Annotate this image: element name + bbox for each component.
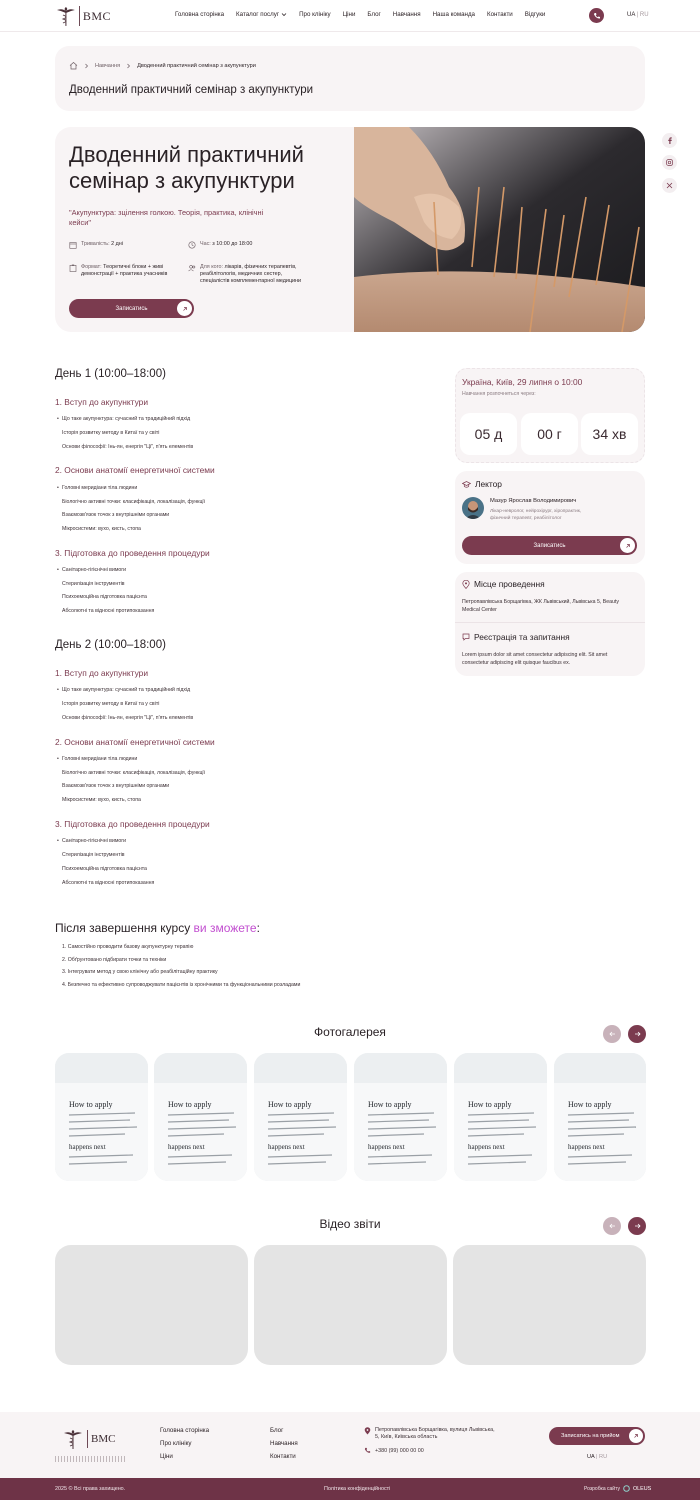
- gallery-photo[interactable]: [55, 1053, 148, 1181]
- list-item: Мікросистеми: вухо, кисть, стопа: [62, 797, 141, 803]
- footer-address: [364, 1427, 495, 1441]
- arrow-up-right-icon: [177, 301, 192, 316]
- nav-prices[interactable]: Ціни: [342, 11, 356, 18]
- videos-title: Відео звіти: [319, 1217, 381, 1231]
- list-item: 4. Безпечно та ефективно супроводжувати пацієнтів із хронічними та функціональними розладами: [62, 982, 301, 988]
- lecturer-title: Лектор: [475, 479, 502, 489]
- lecturer-enroll-button[interactable]: [462, 536, 637, 555]
- nav-catalog-label: Каталог послуг: [236, 11, 280, 18]
- list-item: 3. Інтегрувати метод у свою клінічну або реабілітаційну практику: [62, 969, 218, 975]
- footer-logo[interactable]: [62, 1428, 115, 1450]
- list-item: 2. Обґрунтовано підбирати точки та техніки: [62, 957, 167, 963]
- list-item: Стерилізація інструментів: [62, 852, 125, 858]
- nav-reviews[interactable]: Відгуки: [524, 11, 546, 18]
- registration-text: Lorem ipsum dolor sit amet consectetur adipiscing elit. Sit amet consectetur adipiscing elit quisque faucibus ex.: [462, 652, 608, 666]
- photo-text: How to apply: [468, 1100, 512, 1109]
- meta-duration: [69, 241, 179, 249]
- venue-title: Місце проведення: [474, 579, 545, 589]
- gallery-prev-button[interactable]: [603, 1025, 621, 1043]
- outcomes-title-end: :: [256, 921, 260, 935]
- day1-section2-title: 2. Основи анатомії енергетичної системи: [55, 465, 215, 475]
- developer-brand: OLEUS: [632, 1485, 652, 1492]
- photo-text: How to apply: [268, 1100, 312, 1109]
- photo-text: happens next: [168, 1143, 205, 1151]
- format-value: Теоретичні блоки + живі демонстрації + практика учасників: [81, 264, 168, 277]
- photo-text: happens next: [268, 1143, 305, 1151]
- instagram-icon: [666, 159, 673, 166]
- footer-link-blog[interactable]: Блог: [270, 1427, 284, 1434]
- footer-link-about[interactable]: Про клініку: [160, 1440, 192, 1447]
- meta-format: [69, 264, 181, 278]
- language-switcher[interactable]: [627, 12, 649, 18]
- list-item: Основи філософії: Інь-ян, енергія "Ці", п'ять елементів: [62, 715, 194, 721]
- meta-time: [188, 241, 308, 249]
- lang-ru[interactable]: RU: [599, 1454, 608, 1460]
- developer-label: Розробка сайту: [584, 1485, 620, 1492]
- hero-quote: "Акупунктура: зцілення голкою. Теорія, практика, клінічні кейси": [69, 208, 264, 227]
- oleus-logo-icon: [623, 1485, 630, 1492]
- caduceus-icon: [62, 1428, 84, 1450]
- page-title: Дводенний практичний семінар з акупунктури: [69, 84, 314, 96]
- hero-enroll-button[interactable]: [69, 299, 194, 318]
- nav-education[interactable]: Навчання: [392, 11, 421, 18]
- day2-section3-title: 3. Підготовка до проведення процедури: [55, 819, 210, 829]
- developer-credit[interactable]: [584, 1485, 651, 1492]
- audience-value: лікарів, фізичних терапевтів, реабілітологів, медичних сестер, спеціалістів комплементарної медицини: [200, 264, 302, 284]
- day1-section1-title: 1. Вступ до акупунктури: [55, 397, 149, 407]
- photo-text: happens next: [568, 1143, 605, 1151]
- videos-next-button[interactable]: [628, 1217, 646, 1235]
- arrow-right-icon: [634, 1223, 641, 1229]
- arrow-left-icon: [609, 1031, 616, 1037]
- logo-text: BMC: [82, 8, 111, 23]
- footer-link-contacts[interactable]: Контакти: [270, 1453, 296, 1460]
- x-icon: [666, 182, 673, 189]
- copyright: 2025 © Всі права захищено.: [55, 1486, 126, 1492]
- footer-address-text: Петропавлівська Борщагівка, вулиця Львівська, 5, Київ, Київська область: [375, 1427, 495, 1440]
- nav-about[interactable]: Про клініку: [299, 11, 331, 18]
- gallery-next-button[interactable]: [628, 1025, 646, 1043]
- hero-image: [354, 127, 645, 332]
- breadcrumb-card: [55, 46, 645, 111]
- countdown-label: Навчання розпочнеться через:: [462, 391, 536, 397]
- footer-phone[interactable]: [364, 1447, 424, 1454]
- home-icon[interactable]: [69, 61, 78, 70]
- facebook-button[interactable]: [662, 133, 677, 148]
- lang-sep: |: [594, 1454, 600, 1460]
- caduceus-icon: [55, 5, 77, 27]
- footer-appointment-label: Записатись на прийом: [561, 1433, 620, 1439]
- audience-label: Для кого:: [200, 264, 223, 270]
- lang-sep: |: [635, 12, 640, 18]
- clipboard-icon: [69, 264, 77, 272]
- outcomes-title-accent: ви зможете: [193, 921, 257, 935]
- acupuncture-photo: [354, 127, 645, 332]
- footer-phone-text: +380 (99) 000 00 00: [375, 1447, 424, 1454]
- countdown-days: 05 д: [460, 413, 517, 455]
- breadcrumb: [69, 61, 256, 70]
- photo-text: How to apply: [69, 1100, 113, 1109]
- main-nav: [175, 11, 545, 18]
- list-item: • Що таке акупунктура: сучасний та традиційний підхід: [62, 687, 190, 693]
- video-card[interactable]: [254, 1245, 447, 1365]
- message-icon: [462, 633, 470, 641]
- countdown-minutes: 34 хв: [581, 413, 638, 455]
- time-value: з 10:00 до 18:00: [212, 241, 253, 247]
- day1-section3-title: 3. Підготовка до проведення процедури: [55, 548, 210, 558]
- arrow-right-icon: [634, 1031, 641, 1037]
- footer-language-switcher[interactable]: [587, 1454, 607, 1460]
- calendar-icon: [69, 241, 77, 249]
- users-icon: [188, 264, 196, 272]
- list-item: • Головні меридіани тіла людини: [62, 756, 137, 762]
- photo-text: happens next: [468, 1143, 505, 1151]
- divider: [455, 622, 645, 623]
- videos-prev-button[interactable]: [603, 1217, 621, 1235]
- list-item: Взаємозв'язок точок з внутрішніми органами: [62, 783, 170, 789]
- logo-tagline: [55, 1456, 125, 1462]
- list-item: Біологічно активні точки: класифікація, локалізація, функції: [62, 499, 206, 505]
- hero-enroll-label: Записатись: [115, 305, 148, 312]
- chevron-down-icon: [281, 12, 287, 17]
- footer-appointment-button[interactable]: [549, 1427, 645, 1445]
- gallery-photo[interactable]: [254, 1053, 347, 1181]
- list-item: Стерилізація інструментів: [62, 581, 125, 587]
- list-item: • Санітарно-гігієнічні вимоги: [62, 567, 126, 573]
- breadcrumb-education[interactable]: Навчання: [95, 62, 121, 69]
- arrow-up-right-icon: [629, 1429, 643, 1443]
- outcomes-title: [55, 921, 260, 935]
- duration-label: Тривалість:: [81, 241, 110, 247]
- photo-text: happens next: [368, 1143, 405, 1151]
- venue-header: [462, 579, 545, 589]
- x-twitter-button[interactable]: [662, 178, 677, 193]
- phone-icon: [593, 12, 601, 20]
- registration-header: [462, 632, 570, 642]
- logo-divider: [87, 1430, 88, 1448]
- gallery-title: Фотогалерея: [314, 1025, 386, 1039]
- photo-text: How to apply: [568, 1100, 612, 1109]
- lang-ua[interactable]: UA: [627, 12, 636, 18]
- outcomes-title-start: Після завершення курсу: [55, 921, 194, 935]
- lang-ru[interactable]: RU: [639, 12, 649, 18]
- logo[interactable]: [55, 4, 111, 28]
- list-item: Історія розвитку методу в Китаї та у світі: [62, 701, 160, 707]
- event-location-date: Україна, Київ, 29 липня о 10:00: [462, 377, 583, 387]
- footer-link-home[interactable]: Головна сторінка: [160, 1427, 210, 1434]
- day1-title: День 1 (10:00–18:00): [55, 368, 166, 380]
- video-card[interactable]: [453, 1245, 646, 1365]
- list-item: Взаємозв'язок точок з внутрішніми органами: [62, 512, 170, 518]
- format-label: Формат:: [81, 264, 102, 270]
- footer-link-education[interactable]: Навчання: [270, 1440, 298, 1447]
- nav-contacts[interactable]: Контакти: [487, 11, 513, 18]
- map-pin-icon: [462, 580, 470, 589]
- gallery-photo[interactable]: [154, 1053, 247, 1181]
- logo-divider: [79, 6, 80, 26]
- arrow-left-icon: [609, 1223, 616, 1229]
- list-item: • Що таке акупунктура: сучасний та традиційний підхід: [62, 416, 190, 422]
- facebook-icon: [667, 137, 673, 144]
- chevron-right-icon: [84, 63, 89, 69]
- photo-text: How to apply: [368, 1100, 412, 1109]
- photo-text: How to apply: [168, 1100, 212, 1109]
- footer-link-prices[interactable]: Ціни: [160, 1453, 173, 1460]
- day2-section2-title: 2. Основи анатомії енергетичної системи: [55, 737, 215, 747]
- hero-title: Дводенний практичний семінар з акупунктури: [69, 142, 304, 193]
- privacy-link[interactable]: Політика конфіденційності: [324, 1486, 391, 1492]
- arrow-up-right-icon: [620, 538, 635, 553]
- duration-value: 2 дні: [111, 241, 123, 247]
- list-item: • Головні меридіани тіла людини: [62, 485, 137, 491]
- breadcrumb-current: Дводенний практичний семінар з акупунктури: [137, 62, 256, 69]
- nav-catalog[interactable]: [236, 11, 287, 18]
- instagram-button[interactable]: [662, 155, 677, 170]
- list-item: Абсолютні та відносні протипоказання: [62, 608, 155, 614]
- nav-home[interactable]: Головна сторінка: [175, 11, 225, 18]
- footer-logo-text: BMC: [91, 1433, 116, 1445]
- list-item: Абсолютні та відносні протипоказання: [62, 880, 155, 886]
- list-item: Біологічно активні точки: класифікація, локалізація, функції: [62, 770, 206, 776]
- video-card[interactable]: [55, 1245, 248, 1365]
- list-item: • Санітарно-гігієнічні вимоги: [62, 838, 126, 844]
- gallery-photo[interactable]: [354, 1053, 447, 1181]
- clock-icon: [188, 241, 196, 249]
- nav-team[interactable]: Наша команда: [432, 11, 475, 18]
- time-label: Час:: [200, 241, 211, 247]
- nav-blog[interactable]: Блог: [367, 11, 381, 18]
- lecturer-enroll-label: Записатись: [533, 542, 566, 549]
- list-item: Основи філософії: Інь-ян, енергія "Ці", п'ять елементів: [62, 444, 194, 450]
- list-item: Психоемоційна підготовка пацієнта: [62, 594, 147, 600]
- day2-title: День 2 (10:00–18:00): [55, 639, 166, 651]
- meta-audience: [188, 264, 313, 285]
- gallery-photo[interactable]: [454, 1053, 547, 1181]
- lecturer-name: Мазур Ярослав Володимирович: [490, 498, 577, 504]
- phone-icon: [364, 1447, 371, 1454]
- venue-address: Петропавлівська Борщагівка, ЖК Львівський, Львівська 5, Beauty Medical Center: [462, 599, 619, 613]
- avatar: [462, 497, 484, 519]
- list-item: 1. Самостійно проводити базову акупунктурну терапію: [62, 944, 194, 950]
- countdown-hours: 00 г: [521, 413, 578, 455]
- registration-title: Реєстрація та запитання: [474, 632, 570, 642]
- photo-text: happens next: [69, 1143, 106, 1151]
- lang-ua[interactable]: UA: [587, 1454, 595, 1460]
- graduation-cap-icon: [462, 480, 471, 489]
- phone-button[interactable]: [589, 8, 604, 23]
- map-pin-icon: [364, 1427, 371, 1435]
- lecturer-header: [462, 479, 502, 489]
- list-item: Психоемоційна підготовка пацієнта: [62, 866, 147, 872]
- lecturer-role: Лікар-невролог, нейрохірург, хіропрактик, фізичний терапевт, реабілітолог: [490, 509, 582, 521]
- gallery-photo[interactable]: [554, 1053, 646, 1181]
- list-item: Історія розвитку методу в Китаї та у світі: [62, 430, 160, 436]
- chevron-right-icon: [126, 63, 131, 69]
- list-item: Мікросистеми: вухо, кисть, стопа: [62, 526, 141, 532]
- day2-section1-title: 1. Вступ до акупунктури: [55, 668, 149, 678]
